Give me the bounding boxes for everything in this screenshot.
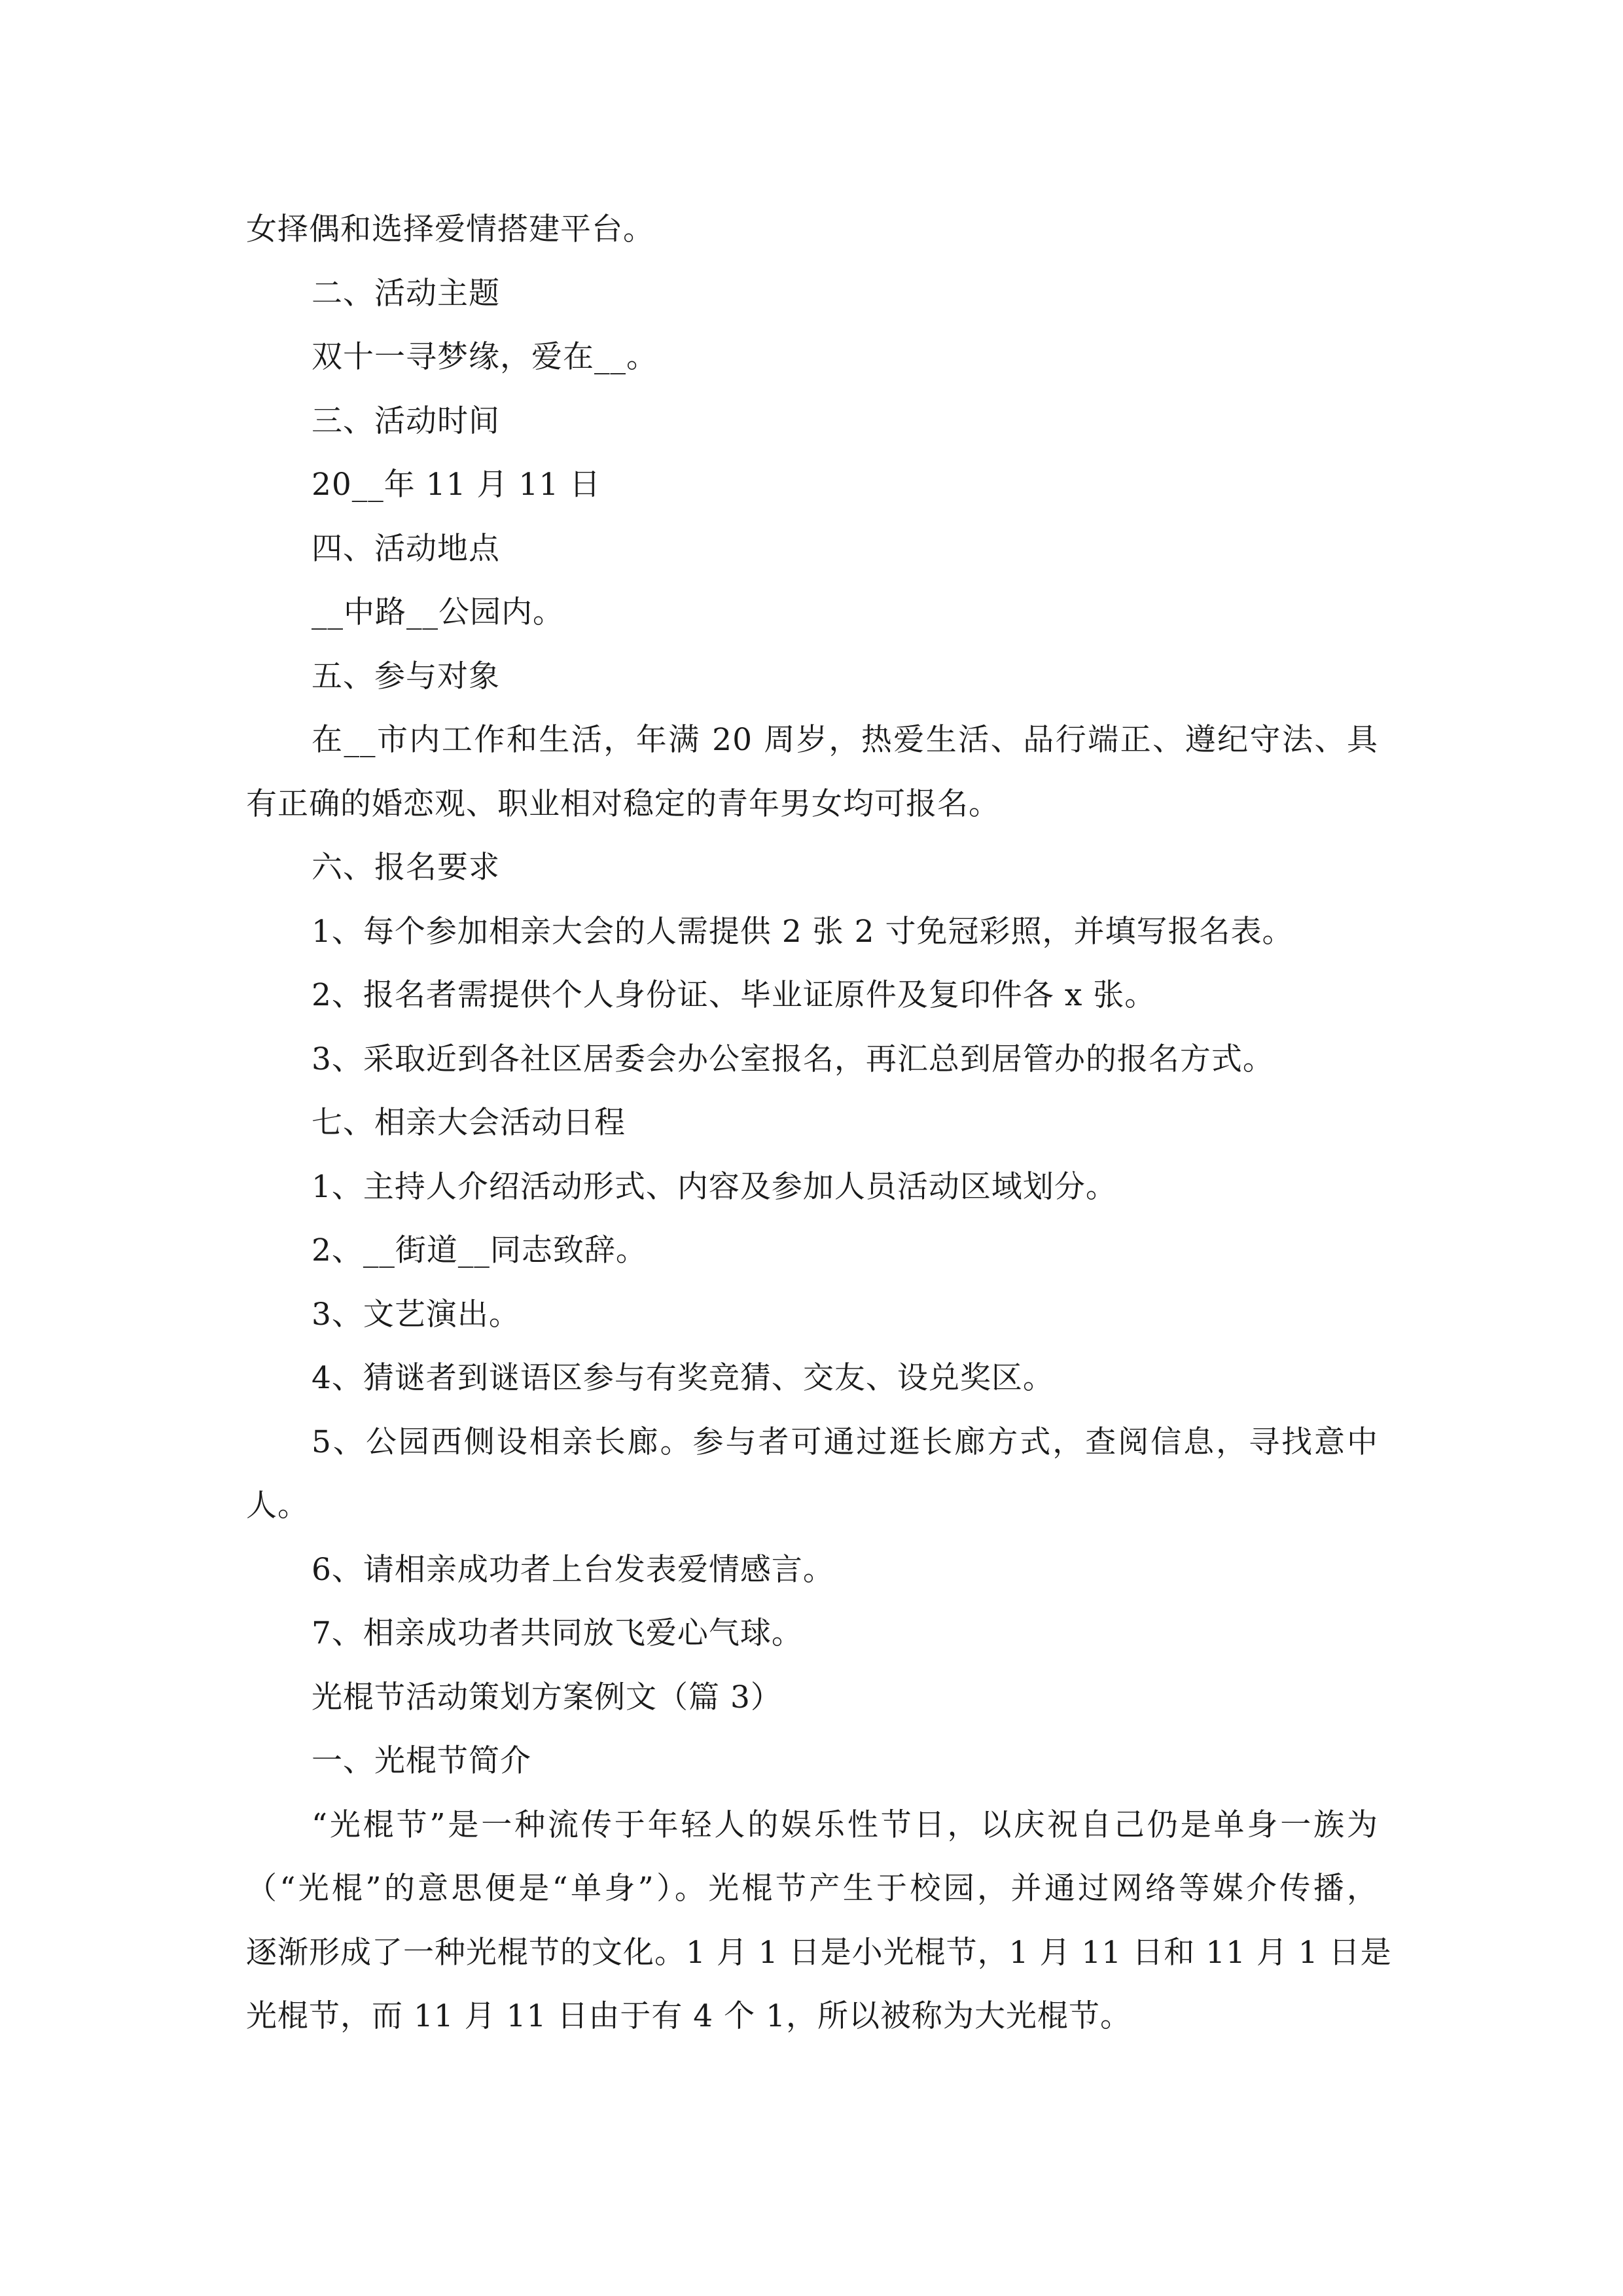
paragraph-line: 双十一寻梦缘，爱在__。 — [312, 339, 658, 375]
paragraph-line: “光棍节”是一种流传于年轻人的娱乐性节日，以庆祝自己仍是单身一族为 — [312, 1806, 1378, 1843]
paragraph-line: __中路__公园内。 — [312, 594, 564, 630]
paragraph-line: 光棍节，而 11 月 11 日由于有 4 个 1，所以被称为大光棍节。 — [246, 1998, 1132, 2034]
paragraph-line: 在__市内工作和生活，年满 20 周岁，热爱生活、品行端正、遵纪守法、具 — [312, 722, 1378, 758]
paragraph-line: 20__年 11 月 11 日 — [312, 467, 601, 503]
document-body — [246, 198, 1392, 2049]
section-heading: 六、报名要求 — [312, 850, 500, 886]
list-item: 2、报名者需提供个人身份证、毕业证原件及复印件各 x 张。 — [312, 977, 1156, 1013]
list-item: 3、文艺演出。 — [312, 1296, 520, 1333]
list-item: 6、请相亲成功者上台发表爱情感言。 — [312, 1551, 834, 1588]
article-title: 光棍节活动策划方案例文（篇 3） — [312, 1679, 782, 1715]
paragraph-line: 逐渐形成了一种光棍节的文化。1 月 1 日是小光棍节，1 月 11 日和 11 月 1 日是 — [246, 1934, 1392, 1971]
list-item: 4、猜谜者到谜语区参与有奖竞猜、交友、设兑奖区。 — [312, 1360, 1054, 1396]
section-heading: 五、参与对象 — [312, 658, 500, 694]
list-item: 1、主持人介绍活动形式、内容及参加人员活动区域划分。 — [312, 1168, 1117, 1205]
paragraph-line: 女择偶和选择爱情搭建平台。 — [246, 211, 654, 247]
paragraph-line: 有正确的婚恋观、职业相对稳定的青年男女均可报名。 — [246, 785, 1000, 822]
list-item: 3、采取近到各社区居委会办公室报名，再汇总到居管办的报名方式。 — [312, 1041, 1274, 1077]
list-item: 2、__街道__同志致辞。 — [312, 1232, 647, 1268]
section-heading: 四、活动地点 — [312, 530, 500, 567]
list-item: 5、公园西侧设相亲长廊。参与者可通过逛长廊方式，查阅信息，寻找意中 — [312, 1424, 1378, 1460]
section-heading: 三、活动时间 — [312, 403, 500, 439]
list-item: 1、每个参加相亲大会的人需提供 2 张 2 寸免冠彩照，并填写报名表。 — [312, 913, 1294, 950]
paragraph-line: 人。 — [246, 1488, 309, 1524]
section-heading: 二、活动主题 — [312, 275, 500, 312]
paragraph-line: （“光棍”的意思便是“单身”）。光棍节产生于校园，并通过网络等媒介传播， — [246, 1871, 1378, 1907]
section-heading: 七、相亲大会活动日程 — [312, 1105, 626, 1141]
list-item: 7、相亲成功者共同放飞爱心气球。 — [312, 1615, 803, 1651]
section-heading: 一、光棍节简介 — [312, 1743, 531, 1779]
